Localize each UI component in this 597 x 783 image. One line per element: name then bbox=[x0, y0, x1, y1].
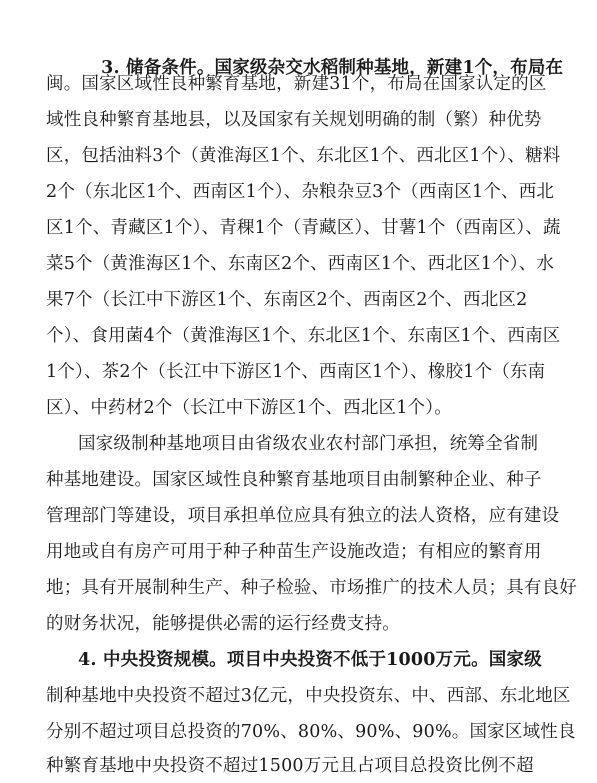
text-line: 闽。国家区域性良种繁育基地，新建31个，布局在国家认定的区 bbox=[46, 74, 547, 94]
text-line: 地；具有开展制种生产、种子检验、市场推广的技术人员；具有良好 bbox=[46, 578, 577, 598]
text-line: 1个）、茶2个（长江中下游区1个、西南区1个）、橡胶1个（东南 bbox=[46, 362, 546, 382]
paragraph-2-first-line: 国家级制种基地项目由省级农业农村部门承担，统筹全省制 bbox=[78, 434, 539, 454]
section-3-heading: 3. 储备条件。国家级杂交水稻制种基地，新建1个，布局在 bbox=[101, 58, 564, 78]
text-line: 用地或自有房产可用于种子种苗生产设施改造；有相应的繁育用 bbox=[46, 542, 542, 562]
text-line: 菜5个（黄淮海区1个、东南区2个、西南区1个、西北区1个）、水 bbox=[46, 254, 555, 274]
text-line: 管理部门等建设，项目承担单位应具有独立的法人资格，应有建设 bbox=[46, 506, 560, 526]
text-line: 区，包括油料3个（黄淮海区1个、东北区1个、西北区1个）、糖料 bbox=[46, 146, 561, 166]
text-line: 区1个、青藏区1个）、青稞1个（青藏区）、甘薯1个（西南区）、蔬 bbox=[46, 218, 561, 238]
text-line: 的财务状况，能够提供必需的运行经费支持。 bbox=[46, 614, 400, 634]
text-line: 果7个（长江中下游区1个、东南区2个、西南区2个、西北区2 bbox=[46, 290, 528, 310]
text-line: 域性良种繁育基地县，以及国家有关规划明确的制（繁）种优势 bbox=[46, 110, 542, 130]
text-line: 制种基地中央投资不超过3亿元，中央投资东、中、西部、东北地区 bbox=[46, 686, 571, 706]
section-4-heading: 4. 中央投资规模。项目中央投资不低于1000万元。国家级 bbox=[78, 650, 542, 670]
text-line: 2个（东北区1个、西南区1个）、杂粮杂豆3个（西南区1个、西北 bbox=[46, 182, 555, 202]
text-line: 个）、食用菌4个（黄淮海区1个、东北区1个、东南区1个、西南区 bbox=[46, 326, 561, 346]
text-line: 种繁育基地中央投资不超过1500万元且占项目总投资比例不超 bbox=[46, 756, 534, 776]
text-line: 种基地建设。国家区域性良种繁育基地项目由制繁种企业、种子 bbox=[46, 470, 542, 490]
text-line: 区）、中药材2个（长江中下游区1个、西北区1个）。 bbox=[46, 398, 452, 418]
text-line: 分别不超过项目总投资的70%、80%、90%、90%。国家区域性良 bbox=[46, 722, 576, 742]
